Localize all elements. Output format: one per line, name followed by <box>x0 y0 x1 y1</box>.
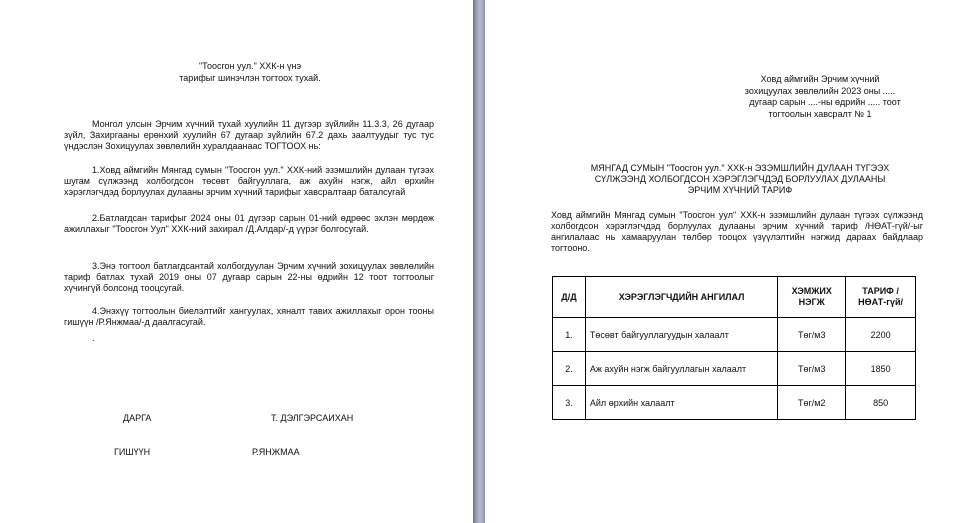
resolution-title-line-2: тарифыг шинэчлэн тогтоох тухай. <box>179 73 321 83</box>
resolution-item-4: 4.Энэхүү тогтоолын биелэлтийг хангуулах, хяналт тавих ажиллахыг орон тооны гишүүн /Р.Янжмаа/-д даалгасугай. <box>64 306 434 327</box>
table-row <box>553 386 916 420</box>
column-header-number: Д/Д <box>553 277 586 318</box>
tariff-title-line-2: СҮЛЖЭЭНД ХОЛБОГДСОН ХЭРЭГЛЭГЧДЭД БОРЛУУЛАХ ДУЛААНЫ <box>594 174 886 184</box>
row-category: Төсөвт байгууллагуудын халаалт <box>585 318 777 352</box>
row-unit: Төг/м3 <box>778 352 846 386</box>
row-tariff: 2200 <box>846 318 916 352</box>
page-gutter <box>473 0 485 523</box>
row-unit: Төг/м2 <box>778 386 846 420</box>
table-row <box>553 352 916 386</box>
resolution-item-2: 2.Батлагдсан тарифыг 2024 оны 01 дүгээр сарын 01-ний өдрөөс эхлэн мөрдөж ажиллахыг "Тоосгон Уул" ХХК-ний захирал /Д.Алдар/-д үүрэг болгосугай. <box>64 213 434 234</box>
resolution-intro: Монгол улсын Эрчим хүчний тухай хуулийн 11 дүгээр зүйлийн 11.3.3, 26 дугаар зүйл, Захиргааны ерөнхий хуулийн 67 дугаар зүйлийн 67.2 дахь заалтуудыг тус тус үндэслэн Зохицуулах зөвлөлийн хуралдаанаас ТОГТООХ нь: <box>64 119 434 151</box>
row-number: 1. <box>553 318 586 352</box>
tariff-paragraph: Ховд аймгийн Мянгад сумын "Тоосгон уул" ХХК-н эзэмшлийн дулаан түгээх сүлжээнд холбогдсон хэрэглэгчдэд борлуулах дулааны эрчим хүчний тариф /НӨАТ-гүй/-ыг ангилалаас нь хамааруулан төлбөр тооцох үзүүлэлтийн нэгжид дараах байдлаар тогтооно. <box>551 210 923 253</box>
signature-title-member: ГИШҮҮН <box>114 447 151 457</box>
row-category: Аж ахуйн нэгж байгууллагын халаалт <box>585 352 777 386</box>
tariff-title-line-1: МЯНГАД СУМЫН "Тоосгон уул." ХХК-н ЭЗЭМШЛИЙН ДУЛААН ТҮГЭЭХ <box>590 163 890 173</box>
stray-dot: . <box>92 333 95 343</box>
appendix-header-line-4: тогтоолын хавсралт № 1 <box>768 109 872 119</box>
row-number: 2. <box>553 352 586 386</box>
signature-name-member: Р.ЯНЖМАА <box>252 447 300 457</box>
table-header-row <box>553 277 916 318</box>
appendix-header-line-3: дугаар сарын ....-ны өдрийн ..... тоот <box>749 97 901 107</box>
resolution-title-line-1: "Тоосгон уул." ХХК-н үнэ <box>198 61 302 71</box>
tariff-title-line-3: ЭРЧИМ ХҮЧНИЙ ТАРИФ <box>687 185 793 195</box>
column-header-unit: ХЭМЖИХ НЭГЖ <box>778 277 846 318</box>
row-unit: Төг/м3 <box>778 318 846 352</box>
row-tariff: 1850 <box>846 352 916 386</box>
tariff-table <box>552 276 916 420</box>
column-header-tariff: ТАРИФ /НӨАТ-гүй/ <box>846 277 916 318</box>
resolution-item-1: 1.Ховд аймгийн Мянгад сумын "Тоосгон уул." ХХК-ний эзэмшлийн дулаан түгээх шугам сүлжээнд холбогдсон төсөвт байгууллага, аж ахуйн нэгж, айл өрхийн хэрэглэгчдэд борлуулах дулааны эрчим хүчний тарифыг хавсралтаар баталсугай <box>64 165 434 197</box>
row-number: 3. <box>553 386 586 420</box>
row-category: Айл өрхийн халаалт <box>585 386 777 420</box>
signature-name-chair: Т. ДЭЛГЭРСАИХАН <box>271 413 354 423</box>
signature-title-chair: ДАРГА <box>123 413 152 423</box>
resolution-item-3: 3.Энэ тогтоол батлагдсантай холбогдуулан Эрчим хүчний зохицуулах зөвлөлийн тариф батлах тухай 2019 оны 07 дугаар сарын 22-ны өдрийн 12 тоот тогтоолыг хүчингүй болсонд тооцсугай. <box>64 261 434 293</box>
appendix-header-line-2: зохицуулах зөвлөлийн 2023 оны ..... <box>744 86 896 96</box>
appendix-header-line-1: Ховд аймгийн Эрчим хүчний <box>760 74 880 84</box>
column-header-category: ХЭРЭГЛЭГЧДИЙН АНГИЛАЛ <box>585 277 777 318</box>
row-tariff: 850 <box>846 386 916 420</box>
table-row <box>553 318 916 352</box>
